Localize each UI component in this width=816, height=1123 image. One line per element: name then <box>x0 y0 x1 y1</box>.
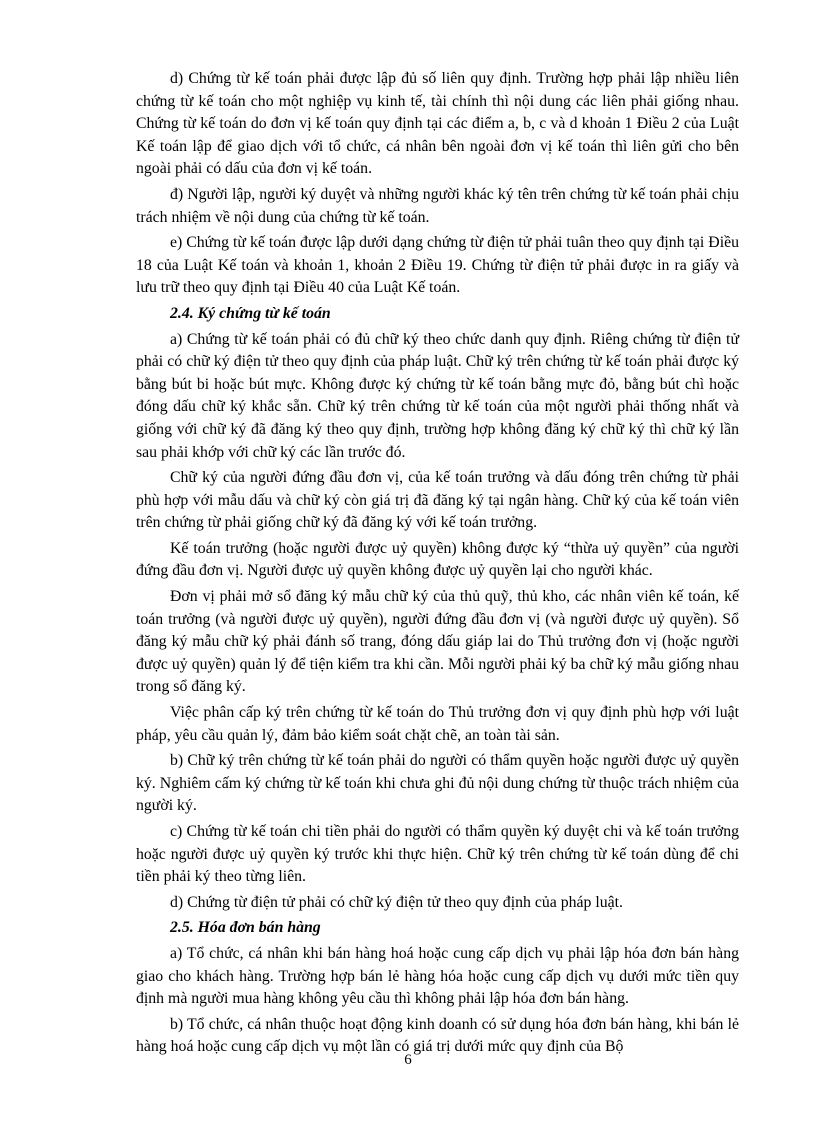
paragraph: a) Chứng từ kế toán phải có đủ chữ ký theo chức danh quy định. Riêng chứng từ điện tử phải có chữ ký điện tử theo quy định của pháp luật. Chữ ký trên chứng từ kế toán phải được ký bằng bút bi hoặc bút mực. Không được ký chứng từ kế toán bằng mực đỏ, bằng bút chì hoặc đóng dấu chữ ký khắc sẵn. Chữ ký trên chứng từ kế toán của một người phải thống nhất và giống với chữ ký đã đăng ký theo quy định, trường hợp không đăng ký chữ ký thì chữ ký lần sau phải khớp với chữ ký các lần trước đó. <box>136 330 739 461</box>
paragraph: c) Chứng từ kế toán chi tiền phải do người có thẩm quyền ký duyệt chi và kế toán trưởng hoặc người được uỷ quyền ký trước khi thực hiện. Chữ ký trên chứng từ kế toán dùng để chi tiền phải ký theo từng liên. <box>136 823 739 886</box>
paragraph: d) Chứng từ kế toán phải được lập đủ số liên quy định. Trường hợp phải lập nhiều liên chứng từ kế toán cho một nghiệp vụ kinh tế, tài chính thì nội dung các liên phải giống nhau. Chứng từ kế toán do đơn vị kế toán quy định tại các điểm a, b, c và d khoản 1 Điều 2 của Luật Kế toán lập để giao dịch với tổ chức, cá nhân bên ngoài đơn vị kế toán thì liên gửi cho bên ngoài phải có dấu của đơn vị kế toán. <box>136 70 739 178</box>
paragraph: b) Tổ chức, cá nhân thuộc hoạt động kinh doanh có sử dụng hóa đơn bán hàng, khi bán lẻ hàng hoá hoặc cung cấp dịch vụ một lần có giá trị dưới mức quy định của Bộ <box>136 1015 739 1056</box>
paragraph: Việc phân cấp ký trên chứng từ kế toán do Thủ trưởng đơn vị quy định phù hợp với luật pháp, yêu cầu quản lý, đảm bảo kiểm soát chặt chẽ, an toàn tài sản. <box>136 704 739 744</box>
paragraph: Đơn vị phải mở sổ đăng ký mẫu chữ ký của thủ quỹ, thủ kho, các nhân viên kế toán, kế toán trưởng (và người được uỷ quyền), người đứng đầu đơn vị (và người được uỷ quyền). Sổ đăng ký mẫu chữ ký phải đánh số trang, đóng dấu giáp lai do Thủ trưởng đơn vị (hoặc người được uỷ quyền) quản lý để tiện kiểm tra khi cần. Mỗi người phải ký ba chữ ký mẫu giống nhau trong sổ đăng ký. <box>136 588 739 696</box>
paragraph: đ) Người lập, người ký duyệt và những người khác ký tên trên chứng từ kế toán phải chịu trách nhiệm về nội dung của chứng từ kế toán. <box>136 185 739 226</box>
paragraph: b) Chữ ký trên chứng từ kế toán phải do người có thẩm quyền hoặc người được uỷ quyền ký. Nghiêm cấm ký chứng từ kế toán khi chưa ghi đủ nội dung chứng từ thuộc trách nhiệm của người ký. <box>136 752 739 815</box>
paragraph: Kế toán trưởng (hoặc người được uỷ quyền) không được ký “thừa uỷ quyền” của người đứng đầu đơn vị. Người được uỷ quyền không được uỷ quyền lại cho người khác. <box>136 539 739 580</box>
paragraph: a) Tổ chức, cá nhân khi bán hàng hoá hoặc cung cấp dịch vụ phải lập hóa đơn bán hàng giao cho khách hàng. Trường hợp bán lẻ hàng hóa hoặc cung cấp dịch vụ dưới mức tiền quy định mà người mua hàng không yêu cầu thì không phải lập hóa đơn bán hàng. <box>136 944 739 1008</box>
paragraph: d) Chứng từ điện tử phải có chữ ký điện tử theo quy định của pháp luật. <box>170 893 624 911</box>
section-heading: 2.5. Hóa đơn bán hàng <box>170 919 321 937</box>
page-number: 6 <box>404 1052 412 1068</box>
paragraph: Chữ ký của người đứng đầu đơn vị, của kế toán trưởng và dấu đóng trên chứng từ phải phù hợp với mẫu dấu và chữ ký còn giá trị đã đăng ký tại ngân hàng. Chữ ký của kế toán viên trên chứng từ phải giống chữ ký đã đăng ký với kế toán trưởng. <box>136 469 739 532</box>
page-body <box>136 68 739 1062</box>
section-heading: 2.4. Ký chứng từ kế toán <box>170 304 331 322</box>
paragraph: e) Chứng từ kế toán được lập dưới dạng chứng từ điện tử phải tuân theo quy định tại Điều 18 của Luật Kế toán và khoản 1, khoản 2 Điều 19. Chứng từ điện tử phải được in ra giấy và lưu trữ theo quy định tại Điều 40 của Luật Kế toán. <box>136 234 739 297</box>
